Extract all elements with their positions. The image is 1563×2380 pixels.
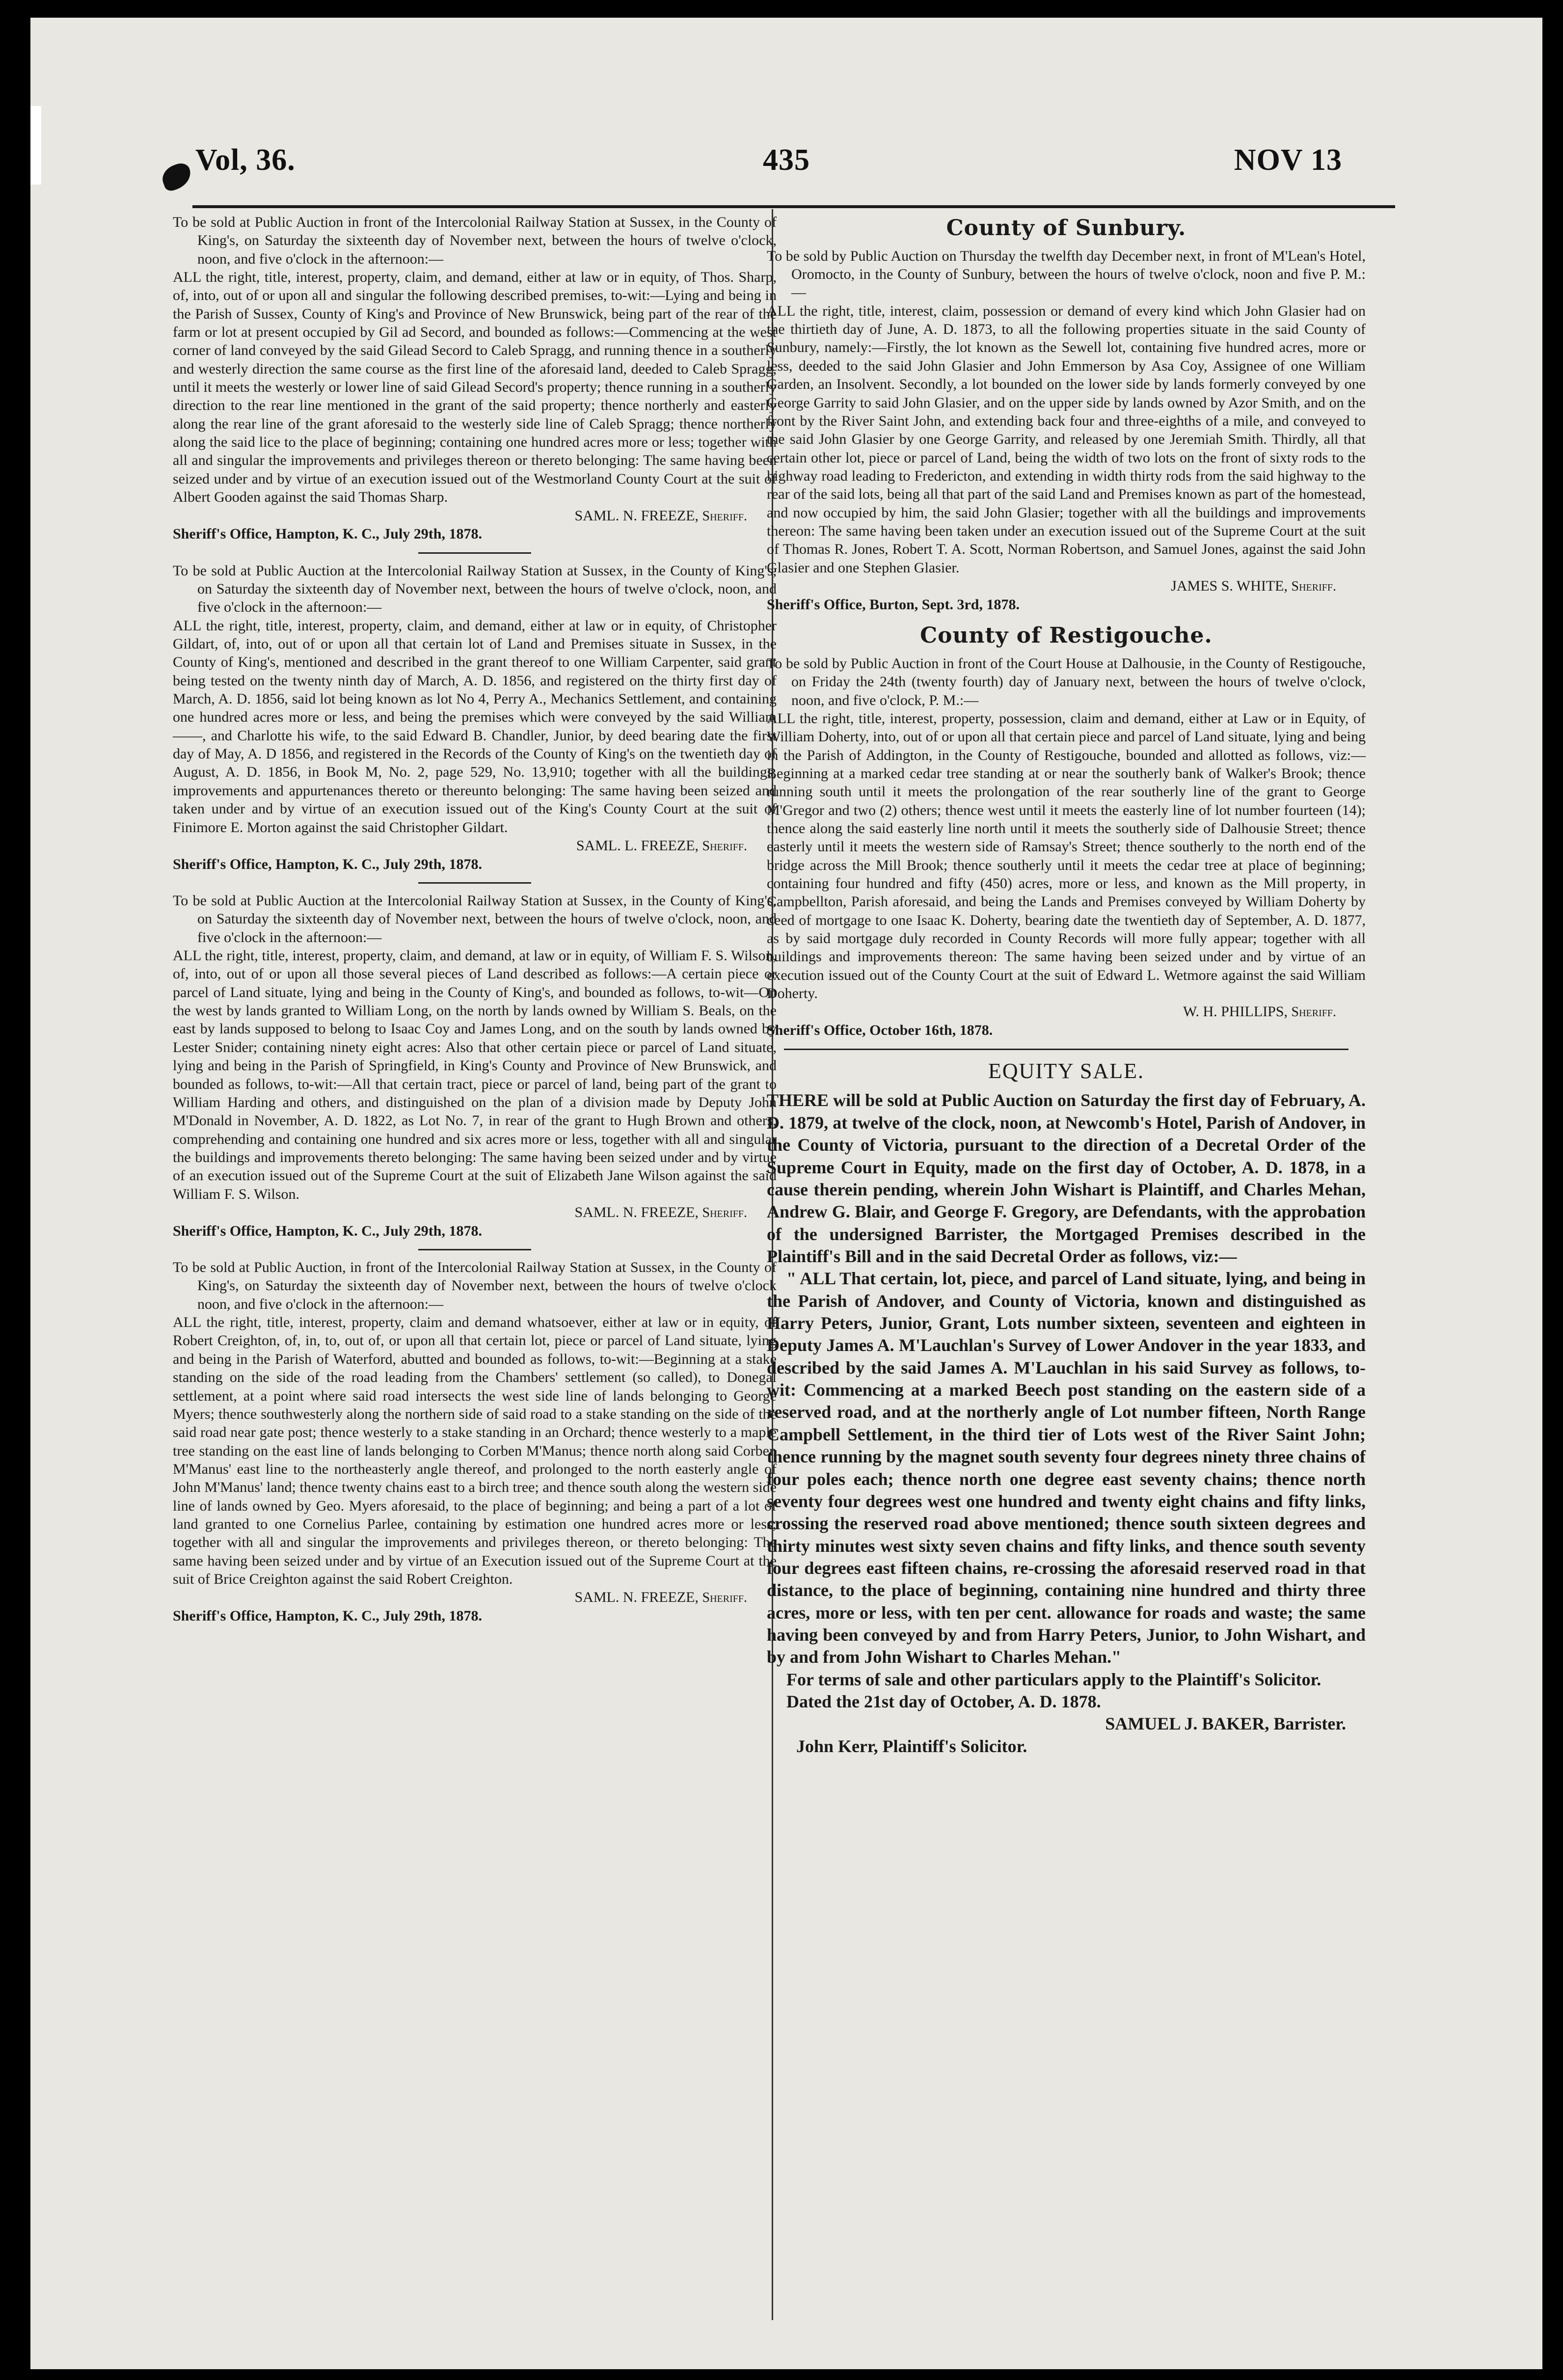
notice-intro: To be sold by Public Auction on Thursday the twelfth day December next, in front of M'Lean's Hotel, Oromocto, in the County of Sunbury, between the hours of twelve o'clock, noon and five P. M.:—: [767, 247, 1366, 301]
notice-office: Sheriff's Office, Burton, Sept. 3rd, 1878.: [767, 596, 1020, 613]
notice-body: ALL the right, title, interest, property, claim, and demand, either at law or in equity, of Christopher Gildart, of, into, out of or upon all that certain lot of Land and Premises situate in Sussex, in the County of King's, mentioned and described in the grant thereof to one William Carpenter, said grant being tested on the twenty ninth day of March, A. D. 1856, and registered on the thirty first day of March, A. D. 1856, said lot being known as lot No 4, Perry A., Mechanics Settlement, and containing one hundred acres more or less, and being the premises which were conveyed by the said William ——, and Charlotte his wife, to the said Edward B. Chandler, Junior, by deed bearing date the first day of May, A. D 1856, and registered in the Records of the County of King's on the twentieth day of August, A. D. 1856, in Book M, No. 2, page 529, No. 13,910; together with all the buildings, improvements and appurtenances thereto or thereunto belonging: The same having been seized and taken under and by virtue of an execution issued out of the King's County Court at the suit of Finimore E. Morton against the said Christopher Gildart.: [173, 617, 777, 836]
equity-para-2: " ALL That certain, lot, piece, and parcel of Land situate, lying, and being in the Parish of Andover, and County of Victoria, known and distinguished as Harry Peters, Junior, Grant, Lots number sixteen, seventeen and eighteen in Deputy James A. M'Lauchlan's Survey of Lower Andover in the year 1833, and described by the said James A. M'Lauchlan in his said Survey as follows, to-wit: Commencing at a marked Beech post standing on the eastern side of a reserved road, and at the northerly angle of Lot number fifteen, North Range Campbell Settlement, in the third tier of Lots west of the River Saint John; thence running by the magnet south seventy four degrees ninety three chains of four poles each; thence north one degree east seventy chains; thence north seventy four degrees west one hundred and twenty eight chains and fifty links, crossing the reserved road above mentioned; thence south sixteen degrees and thirty minutes west sixty seven chains and fifty links, and thence south seventy four degrees east fifteen chains, re-crossing the aforesaid reserved road in that distance, to the place of beginning, containing nine hundred and thirty three acres, more or less, with ten per cent. allowance for roads and waste; the same having been conveyed by and from Harry Peters, Junior, to John Wishart, and by and from John Wishart to Charles Mehan.": [767, 1269, 1366, 1667]
equity-solicitor: John Kerr, Plaintiff's Solicitor.: [796, 1736, 1027, 1756]
separator: [784, 1049, 1348, 1050]
notice-office: Sheriff's Office, October 16th, 1878.: [767, 1022, 993, 1039]
header-rule: [192, 205, 1395, 208]
restigouche-heading: County of Restigouche.: [920, 623, 1213, 649]
notice-intro: To be sold at Public Auction at the Intercolonial Railway Station at Sussex, in the County of King's, on Saturday the sixteenth day of November next, between the hours of twelve o'clock, noon, and five o'clock in the afternoon:—: [173, 562, 777, 616]
page-hole-mark: [159, 161, 195, 193]
notice-office: Sheriff's Office, Hampton, K. C., July 29th, 1878.: [173, 1222, 482, 1239]
separator: [418, 882, 531, 884]
equity-para-1: THERE will be sold at Public Auction on Saturday the first day of February, A. D. 1879, at twelve of the clock, noon, at Newcomb's Hotel, Parish of Andover, in the County of Victoria, pursuant to the direction of a Decretal Order of the Supreme Court in Equity, made on the first day of October, A. D. 1878, in a cause therein pending, wherein John Wishart is Plaintiff, and Charles Mehan, Andrew G. Blair, and George F. Gregory, are Defendants, with the approbation of the undersigned Barrister, the Mortgaged Premises described in the Plaintiff's Bill and in the said Decretal Order as follows, viz:—: [767, 1090, 1366, 1266]
issue-date: NOV 13: [1234, 143, 1342, 177]
notice-body: ALL the right, title, interest, property, claim, and demand, either at law or in equity, of Thos. Sharp, of, into, out of or upon all and singular the following described premises, to-wit:—Lying and being in the Parish of Sussex, County of King's and Province of New Brunswick, being part of the rear of the farm or lot at present occupied by Gil ad Secord, and bounded as follows:—Commencing at the west corner of land conveyed by the said Gilead Secord to Caleb Spragg, and running thence in a southerly and westerly direction the same course as the first line of the aforesaid land, deeded to Caleb Spragg, until it meets the westerly or lower line of said Gilead Secord's property; thence running in a southerly direction to the rear line mentioned in the grant of the said property; thence northerly and easterly along the rear line of the grant aforesaid to the westerly side line of Caleb Spragg; thence northerly along the said lice to the place of beginning; containing one hundred acres more or less; together with all and singular the improvements and privileges thereon or thereto belonging: The same having been seized under and by virtue of an execution issued out of the Westmorland County Court at the suit of Albert Gooden against the said Thomas Sharp.: [173, 269, 777, 506]
notice-body: ALL the right, title, interest, property, claim, and demand, at law or in equity, of William F. S. Wilson, of, into, out of or upon all those several pieces of Land described as follows:—A certain piece or parcel of Land situate, lying and being in the County of King's, and bounded as follows, to-wit—On the west by lands granted to William Long, on the north by lands owned by William S. Beals, on the east by lands supposed to belong to Isaac Coy and James Long, and on the south by lands owned by Lester Snider; containing ninety eight acres: Also that other certain piece or parcel of Land situate, lying and being in the Parish of Springfield, in King's County and Province of New Brunswick, and bounded as follows, to-wit:—All that certain tract, piece or parcel of land, being part of the grant to William Harding and others, and distinguished on the plan of a division made by Deputy John M'Donald in November, A. D. 1822, as Lot No. 7, in rear of the grant to Hugh Brown and others, comprehending and containing one hundred and six acres more or less, together with all and singular the buildings and improvements thereto belonging: The same having been seized under and by virtue of an execution issued out of the Supreme Court at the suit of Elizabeth Jane Wilson against the said William F. S. Wilson.: [173, 947, 777, 1202]
equity-para-3: For terms of sale and other particulars apply to the Plaintiff's Solicitor.: [786, 1669, 1321, 1689]
equity-sale-title: EQUITY SALE.: [988, 1058, 1145, 1083]
separator: [418, 1249, 531, 1250]
volume-label: Vol, 36.: [195, 143, 296, 177]
notice-office: Sheriff's Office, Hampton, K. C., July 29th, 1878.: [173, 856, 482, 872]
page-number: 435: [763, 143, 810, 177]
notice-signature: SAML. N. FREEZE, Sheriff.: [574, 1589, 747, 1606]
notice-signature: SAML. N. FREEZE, Sheriff.: [574, 507, 747, 524]
notice-signature: JAMES S. WHITE, Sheriff.: [1171, 577, 1336, 594]
notice-signature: W. H. PHILLIPS, Sheriff.: [1183, 1003, 1336, 1020]
notice-gildart: [173, 562, 777, 873]
notice-signature: SAML. N. FREEZE, Sheriff.: [574, 1204, 747, 1220]
notice-office: Sheriff's Office, Hampton, K. C., July 29th, 1878.: [173, 1608, 482, 1624]
notice-intro: To be sold by Public Auction in front of the Court House at Dalhousie, in the County of Restigouche, on Friday the 24th (twenty fourth) day of January next, between the hours of twelve o'clock, noon, and five o'clock, P. M.:—: [767, 655, 1366, 708]
notice-intro: To be sold at Public Auction, in front of the Intercolonial Railway Station at Sussex, in the County of King's, on Saturday the sixteenth day of November next, between the hours of twelve o'clock noon, and five o'clock in the afternoon:—: [173, 1259, 777, 1312]
right-column: [767, 213, 1366, 1758]
equity-sale-notice: [767, 1089, 1366, 1758]
notice-sharp: [173, 213, 777, 543]
notice-sunbury: [767, 247, 1366, 614]
notice-creighton: [173, 1258, 777, 1625]
notice-restigouche: [767, 654, 1366, 1040]
notice-signature: SAML. L. FREEZE, Sheriff.: [576, 837, 747, 854]
notice-body: ALL the right, title, interest, property, claim and demand whatsoever, either at law or in equity, of Robert Creighton, of, in, to, out of, or upon all that certain lot, piece or parcel of Land situate, lying and being in the Parish of Waterford, abutted and bounded as follows, to-wit:—Beginning at a stake standing on the side of the road leading from the Chambers' settlement (so called), to Donegal settlement, at a point where said road intersects the west side line of lands belonging to George Myers; thence southwesterly along the northern side of said road to a stake standing on the side of the said road near gate post; thence westerly to a stake standing in an Orchard; thence westerly to a maple tree standing on the east line of lands belonging to Corben M'Manus; thence north along said Corben M'Manus' east line to the northeasterly angle thereof, and prolonged to the north easterly angle of John M'Manus' land; thence twenty chains east to a birch tree; and thence south along the western side line of lands owned by Geo. Myers aforesaid, to the place of beginning; and being a part of a lot of land granted to one Cornelius Parlee, containing by estimation one hundred acres more or less; together with all and singular the improvements and privileges thereon, or thereto belonging: The same having been seized under and by virtue of an Execution issued out of the Supreme Court at the suit of Brice Creighton against the said Robert Creighton.: [173, 1314, 777, 1587]
left-column: [173, 213, 777, 1625]
notice-intro: To be sold at Public Auction in front of the Intercolonial Railway Station at Sussex, in the County of King's, on Saturday the sixteenth day of November next, between the hours of twelve o'clock, noon, and five o'clock in the afternoon:—: [173, 214, 777, 267]
equity-barrister: SAMUEL J. BAKER, Barrister.: [1105, 1714, 1346, 1734]
notice-intro: To be sold at Public Auction at the Intercolonial Railway Station at Sussex, in the County of King's, on Saturday the sixteenth day of November next, between the hours of twelve o'clock, noon, and five o'clock in the afternoon:—: [173, 892, 777, 946]
edge-tab-mark: [30, 106, 41, 185]
sunbury-heading: County of Sunbury.: [946, 216, 1186, 241]
equity-dated: Dated the 21st day of October, A. D. 1878.: [786, 1692, 1101, 1712]
notice-office: Sheriff's Office, Hampton, K. C., July 29th, 1878.: [173, 526, 482, 542]
gazette-page: [30, 18, 1542, 2369]
notice-wilson: [173, 892, 777, 1240]
separator: [418, 552, 531, 554]
notice-body: ALL the right, title, interest, claim, possession or demand of every kind which John Glasier had on the thirtieth day of June, A. D. 1873, to all the following properties situate in the said County of Sunbury, namely:—Firstly, the lot known as the Sewell lot, containing five hundred acres, more or less, deeded to the said John Glasier and John Emmerson by Asa Coy, Assignee of one William Garden, an Insolvent. Secondly, a lot bounded on the lower side by lands formerly conveyed by one George Garrity to said John Glasier, and on the upper side by lands owned by Azor Smith, and on the front by the River Saint John, and extending back four and three-eighths of a mile, and conveyed to the said John Glasier by one George Garrity, and released by one Jeremiah Smith. Thirdly, all that certain other lot, piece or parcel of Land, being the width of two lots on the front of sixty rods to the highway road leading to Fredericton, and extending in width thirty rods from the said highway to the rear of the said lots, being all that part of the said Land and Premises known as part of the homestead, and now occupied by him, the said John Glasier; together with all the buildings and improvements thereon: The same having been taken under an execution issued out of the Supreme Court at the suit of Thomas R. Jones, Robert T. A. Scott, Norman Robertson, and Samuel Jones, against the said John Glasier and one Stephen Glasier.: [767, 302, 1366, 576]
notice-body: ALL the right, title, interest, property, possession, claim and demand, either at Law or in Equity, of William Doherty, into, out of or upon all that certain piece and parcel of Land situate, lying and being in the Parish of Addington, in the County of Restigouche, bounded and allotted as follows, viz:—Beginning at a marked cedar tree standing at or near the southerly bank of Walker's Brook; thence running south until it meets the prolongation of the rear southerly line of the grant to George M'Gregor and two (2) others; thence west until it meets the easterly line of lot number fourteen (14); thence along the said easterly line north until it meets the southerly side of Dalhousie Street; thence easterly until it meets the western side of Ramsay's Street; thence southerly to the north end of the bridge across the Mill Brook; thence southerly until it meets the cedar tree at place of beginning; containing four hundred and fifty (450) acres, more or less, and known as the Mill property, in Campbellton, Parish aforesaid, and being the Lands and Premises conveyed by William Doherty by deed of mortgage to one Isaac K. Doherty, bearing date the twentieth day of September, A. D. 1877, as by said mortgage duly recorded in County Records will more fully appear; together with all buildings and improvements thereon: The same having been seized under and by virtue of an execution issued out of the County Court at the suit of Edward L. Wetmore against the said William Doherty.: [767, 710, 1366, 1002]
